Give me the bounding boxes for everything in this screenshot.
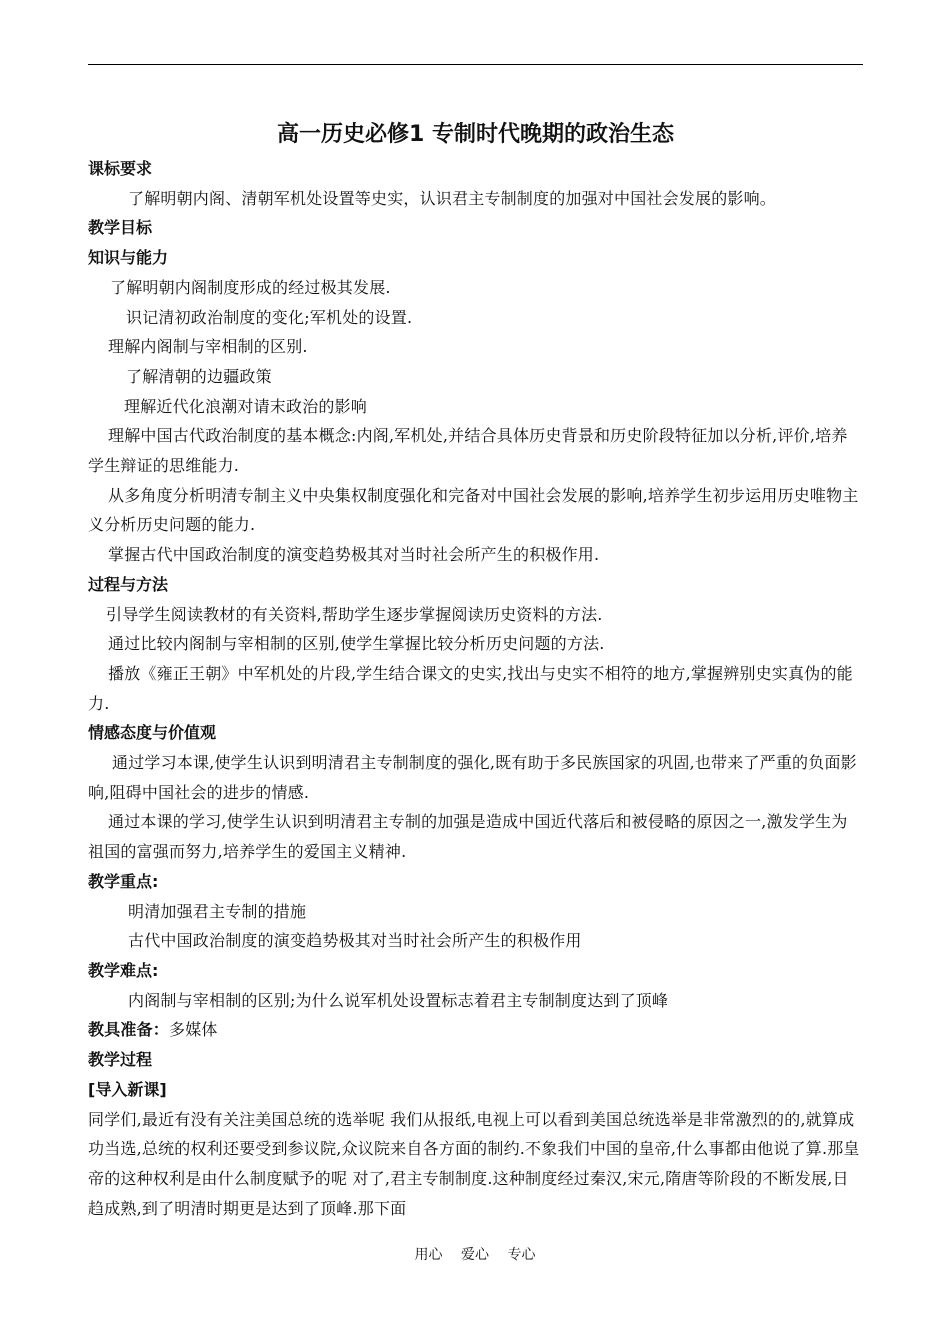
- knowledge-item: 了解明朝内阁制度形成的经过极其发展.: [110, 277, 391, 297]
- intro-text: 同学们,最近有没有关注美国总统的选举呢 我们从报纸,电视上可以看到美国总统选举是非常激烈的的,就算成功当选,总统的权利还要受到参议院,众议院来自各方面的制约.不象我们中国的皇帝,什么事都由他说了算.那皇帝的这种权利是由什么制度赋予的呢 对了,君主专制制度.这种制度经过秦汉,宋元,隋唐等阶段的不断发展,日趋成熟,到了明清时期更是达到了顶峰.那下面: [88, 1109, 860, 1218]
- process-item: 通过比较内阁制与宰相制的区别,使学生掌握比较分析历史问题的方法.: [108, 634, 605, 654]
- process-item: 播放《雍正王朝》中军机处的片段,学生结合课文的史实,找出与史实不相符的地方,掌握辨别史实真伪的能力.: [88, 663, 853, 713]
- difficulty-text: 内阁制与宰相制的区别;为什么说军机处设置标志着君主专制制度达到了顶峰: [128, 990, 669, 1010]
- focus-heading: 教学重点:: [88, 871, 159, 891]
- tools-value: 多媒体: [169, 1020, 218, 1040]
- difficulty-heading: 教学难点:: [88, 960, 159, 980]
- intro-heading: [导入新课]: [88, 1079, 167, 1099]
- values-item: 通过本课的学习,使学生认识到明清君主专制的加强是造成中国近代落后和被侵略的原因之一,激发学生为祖国的富强而努力,培养学生的爱国主义精神.: [88, 812, 848, 862]
- goals-heading: 教学目标: [88, 218, 153, 238]
- tools-line: [88, 1015, 863, 1045]
- knowledge-item: 理解中国古代政治制度的基本概念:内阁,军机处,并结合具体历史背景和历史阶段特征加以分析,评价,培养学生辩证的思维能力.: [88, 426, 848, 476]
- focus-item: 明清加强君主专制的措施: [128, 901, 307, 921]
- knowledge-item: 理解内阁制与宰相制的区别.: [108, 337, 308, 357]
- knowledge-item: 从多角度分析明清专制主义中央集权制度强化和完备对中国社会发展的影响,培养学生初步运用历史唯物主义分析历史问题的能力.: [88, 485, 859, 535]
- process-item: 引导学生阅读教材的有关资料,帮助学生逐步掌握阅读历史资料的方法.: [106, 604, 603, 624]
- header-rule: [88, 64, 863, 65]
- knowledge-item: 了解清朝的边疆政策: [126, 366, 272, 386]
- document-title: 高一历史必修1 专制时代晚期的政治生态: [277, 122, 674, 147]
- knowledge-item: 识记清初政治制度的变化;军机处的设置.: [126, 307, 413, 327]
- process-heading: 过程与方法: [88, 574, 169, 594]
- focus-item: 古代中国政治制度的演变趋势极其对当时社会所产生的积极作用: [128, 931, 582, 951]
- tools-label: 教具准备：: [88, 1020, 170, 1040]
- document-body: [88, 118, 863, 1223]
- knowledge-item: 掌握古代中国政治制度的演变趋势极其对当时社会所产生的积极作用.: [108, 545, 600, 565]
- knowledge-heading: 知识与能力: [88, 248, 169, 268]
- curriculum-text: 了解明朝内阁、清朝军机处设置等史实，认识君主专制制度的加强对中国社会发展的影响。: [128, 188, 777, 208]
- knowledge-item: 理解近代化浪潮对请末政治的影响: [124, 396, 368, 416]
- curriculum-heading: 课标要求: [88, 159, 153, 178]
- page-footer: 用心 爱心 专心: [414, 1247, 536, 1263]
- values-item: 通过学习本课,使学生认识到明清君主专制制度的强化,既有助于多民族国家的巩固,也带来了严重的负面影响,阻碍中国社会的进步的情感.: [88, 753, 857, 802]
- procedure-heading: 教学过程: [88, 1050, 153, 1070]
- values-heading: 情感态度与价值观: [88, 723, 217, 743]
